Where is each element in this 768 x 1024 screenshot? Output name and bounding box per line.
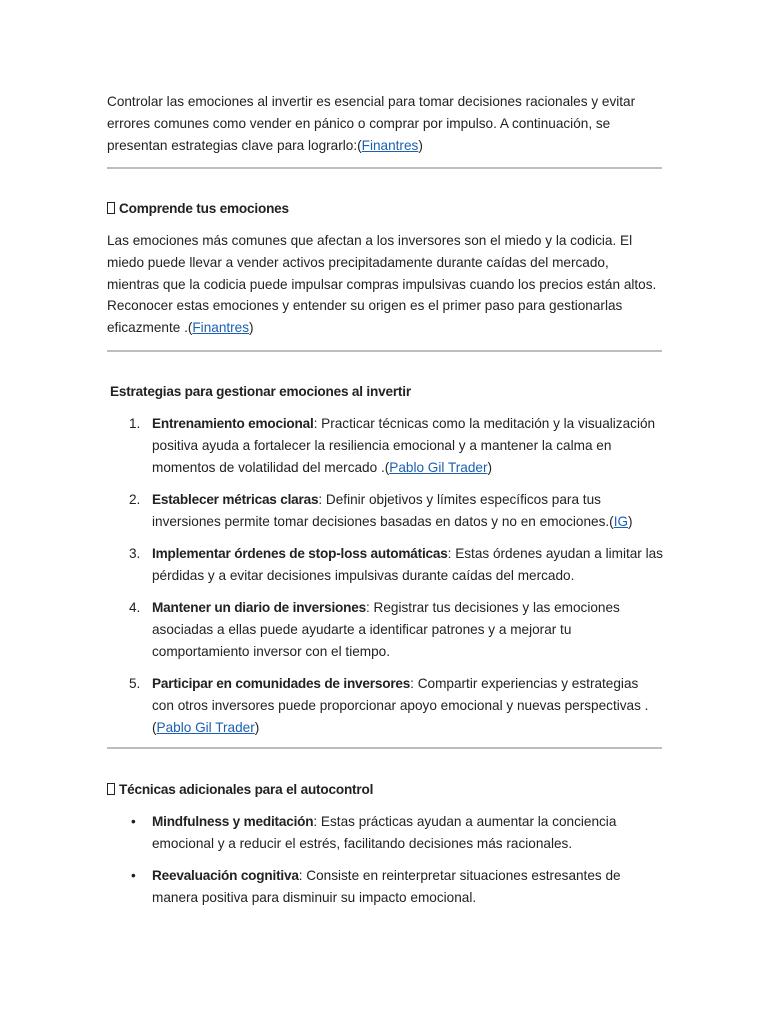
item-text: : Estas órdenes ayudan a limitar las pérdidas y a evitar decisiones impulsivas durante caídas del mercado. (152, 545, 663, 583)
intro-text: Controlar las emociones al invertir es esencial para tomar decisiones racionales y evitar errores comunes como vender en pánico o comprar por impulso. A continuación, se presentan estrategias clave para lograrlo:( (107, 94, 636, 153)
section-techniques (107, 779, 663, 801)
list-item (107, 811, 663, 855)
item-tail: ) (254, 719, 260, 735)
list-item (107, 489, 663, 533)
item-title: Mindfulness y meditación (152, 814, 314, 829)
list-number: 3. (129, 545, 141, 561)
techniques-list (107, 811, 663, 919)
item-title: Implementar órdenes de stop-loss automáticas (152, 545, 448, 561)
item-source-link[interactable]: IG (613, 513, 629, 529)
item-source-link[interactable]: Pablo Gil Trader (389, 459, 488, 475)
list-item (107, 597, 663, 662)
section-heading: Técnicas adicionales para el autocontrol (107, 779, 663, 801)
list-number: 5. (129, 675, 141, 691)
item-text: : Consiste en reinterpretar situaciones estresantes de manera positiva para disminuir su impacto emocional. (152, 868, 621, 905)
item-source-link[interactable]: Pablo Gil Trader (156, 719, 255, 735)
item-text: : Practicar técnicas como la meditación y la visualización positiva ayuda a fortalecer la resiliencia emocional y a mantener la calma en momentos de volatilidad del mercado .( (152, 416, 656, 475)
divider (107, 350, 662, 352)
divider (107, 747, 662, 749)
item-text: : Compartir experiencias y estrategias con otros inversores puede proporcionar apoyo emocional y nuevas perspectivas . ( (152, 675, 649, 735)
item-title: Reevaluación cognitiva (152, 868, 299, 884)
section-heading: Estrategias para gestionar emociones al invertir (110, 384, 411, 399)
section1-text: Las emociones más comunes que afectan a los inversores son el miedo y la codicia. El miedo puede llevar a vender activos precipitadamente durante caídas del mercado, mientras que la codicia puede impulsar compras impulsivas cuando los precios están altos. Reconocer estas emociones y entender su origen es el primer paso para gestionarlas eficazmente .( (107, 233, 657, 336)
item-title: Participar en comunidades de inversores (152, 675, 411, 691)
divider (107, 167, 662, 169)
list-item (107, 673, 663, 738)
list-item (107, 865, 663, 909)
section-emotions (107, 198, 663, 220)
item-tail: ) (628, 513, 633, 529)
item-text: : Definir objetivos y límites específicos para tus inversiones permite tomar decisiones basadas en datos y no en emociones.( (152, 491, 614, 529)
list-item (107, 543, 663, 587)
item-tail: ) (487, 459, 493, 475)
item-text: : Estas prácticas ayudan a aumentar la conciencia emocional y a reducir el estrés, facilitando decisiones más racionales. (152, 814, 617, 851)
list-item (107, 413, 663, 478)
missing-glyph-icon (107, 202, 115, 214)
section-heading: Comprende tus emociones (107, 198, 663, 220)
item-title: Establecer métricas claras (152, 491, 319, 507)
section-emotions-paragraph: Las emociones más comunes que afectan a los inversores son el miedo y la codicia. El miedo puede llevar a vender activos precipitadamente durante caídas del mercado, mientras que la codicia puede impulsar compras impulsivas cuando los precios están altos. Reconocer estas emociones y entender su origen es el primer paso para gestionarlas eficazmente .(Finantres) (107, 233, 657, 336)
strategies-list (107, 413, 663, 749)
intro-source-link[interactable]: Finantres (361, 137, 419, 153)
item-text: : Registrar tus decisiones y las emociones asociadas a ellas puede ayudarte a identificar patrones y a mejorar tu comportamiento inversor con el tiempo. (152, 600, 620, 659)
intro-tail: ) (418, 137, 423, 153)
missing-glyph-icon (107, 783, 115, 795)
intro-paragraph (107, 91, 663, 156)
item-title: Mantener un diario de inversiones (152, 600, 366, 616)
list-number: 1. (129, 416, 141, 431)
item-title: Entrenamiento emocional (152, 416, 314, 431)
list-number: 4. (129, 600, 141, 616)
bullet-icon: • (131, 814, 136, 829)
bullet-icon: • (131, 868, 136, 884)
list-number: 2. (129, 491, 141, 507)
section1-source-link[interactable]: Finantres (192, 320, 250, 336)
section-strategies (110, 381, 666, 403)
